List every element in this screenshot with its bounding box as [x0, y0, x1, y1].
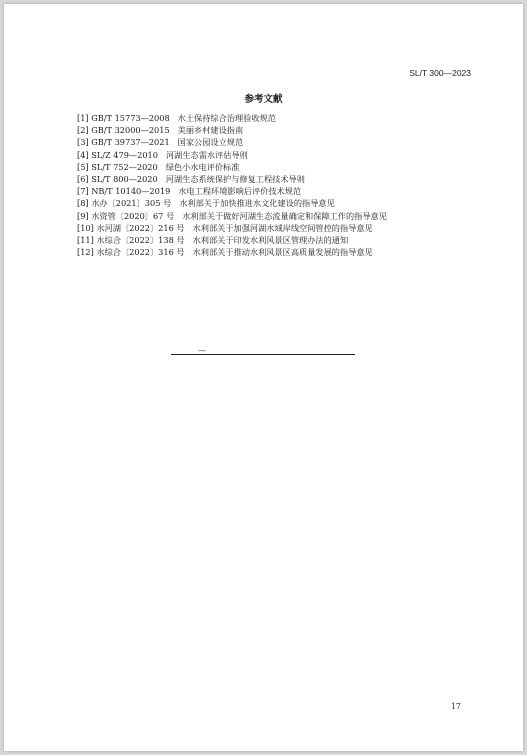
end-mark: —: [198, 346, 206, 355]
page-number: 17: [450, 702, 461, 711]
reference-title: 河湖生态需水评估导则: [165, 149, 248, 160]
reference-code: [2] GB/T 32000—2015: [77, 125, 170, 136]
reference-code: [3] GB/T 39737—2021: [77, 137, 170, 148]
reference-item: [77, 197, 387, 209]
reference-item: [77, 246, 387, 258]
reference-title: 绿色小水电评价标准: [165, 161, 240, 172]
reference-title: 水利部关于做好河湖生态流量确定和保障工作的指导意见: [182, 210, 387, 221]
section-title: 参考文献: [244, 94, 283, 105]
reference-code: [8] 水办〔2021〕305 号: [77, 198, 172, 209]
reference-code: [12] 水综合〔2022〕316 号: [77, 247, 185, 258]
document-code: SL/T 300—2023: [409, 68, 471, 78]
reference-title: 美丽乡村建设指南: [177, 125, 244, 136]
reference-code: [11] 水综合〔2022〕138 号: [77, 234, 185, 245]
reference-title: 水利部关于加强河湖水域岸线空间管控的指导意见: [192, 222, 373, 233]
reference-code: [5] SL/T 752—2020: [77, 161, 158, 172]
document-page: [4, 4, 523, 751]
reference-item: [77, 136, 387, 148]
reference-title: 水土保持综合治理验收规范: [177, 113, 276, 123]
reference-item: [77, 185, 387, 197]
reference-title: 水利部关于印发水利风景区管理办法的通知: [192, 234, 349, 245]
reference-code: [1] GB/T 15773—2008: [77, 113, 170, 123]
reference-code: [4] SL/Z 479—2010: [77, 149, 158, 160]
reference-item: [77, 124, 387, 136]
reference-code: [6] SL/T 800—2020: [77, 173, 158, 184]
reference-item: [77, 161, 387, 173]
reference-list: [77, 112, 387, 258]
reference-title: 国家公园设立规范: [177, 137, 244, 148]
reference-code: [9] 水资管〔2020〕67 号: [77, 210, 175, 221]
reference-title: 河湖生态系统保护与修复工程技术导则: [165, 173, 305, 184]
reference-title: 水电工程环境影响后评价技术规范: [178, 186, 302, 197]
reference-item: [77, 173, 387, 185]
reference-title: 水利部关于推动水利风景区高质量发展的指导意见: [192, 247, 373, 258]
reference-code: [7] NB/T 10140—2019: [77, 186, 171, 197]
end-rule: [171, 354, 355, 355]
reference-code: [10] 水河湖〔2022〕216 号: [77, 222, 185, 233]
reference-item: [77, 149, 387, 161]
reference-item: [77, 222, 387, 234]
reference-item: [77, 234, 387, 246]
reference-item: [77, 112, 387, 124]
reference-item: [77, 210, 387, 222]
reference-title: 水利部关于加快推进水文化建设的指导意见: [179, 198, 335, 209]
